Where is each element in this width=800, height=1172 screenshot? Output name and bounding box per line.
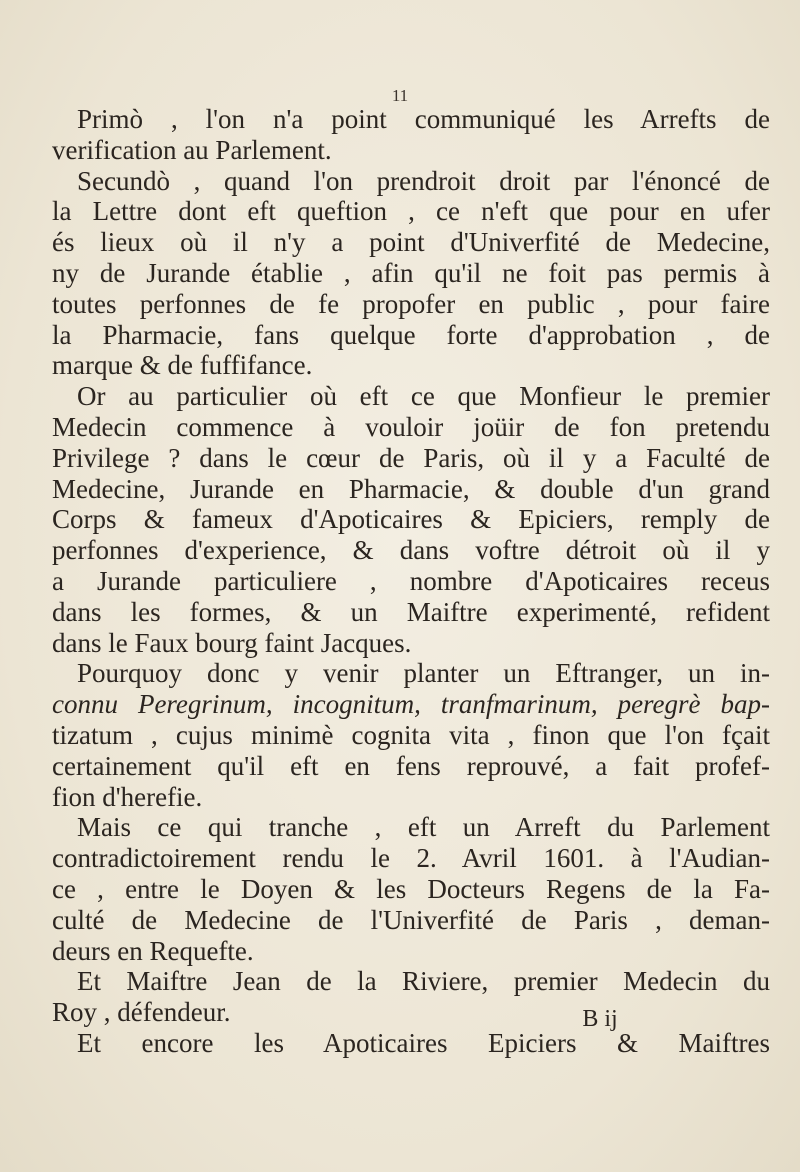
text-line: la Lettre dont eft queftion , ce n'eft que pour en ufer (52, 196, 770, 227)
text-line: tizatum , cujus minimè cognita vita , finon que l'on fçait (52, 719, 770, 750)
text-line: culté de Medecine de l'Univerfité de Paris , deman- (52, 904, 770, 935)
text-line: marque & de fuffifance. (52, 350, 313, 381)
text-line: connu Peregrinum, incognitum, tranfmarinum, peregrè bap- (52, 689, 770, 720)
signature-mark: B ij (582, 1006, 618, 1032)
text-line: dans le Faux bourg faint Jacques. (52, 627, 412, 658)
text-line: toutes perfonnes de fe propofer en public , pour faire (52, 288, 770, 319)
text-line: Mais ce qui tranche , eft un Arreft du Parlement (77, 812, 770, 843)
text-line: perfonnes d'experience, & dans voftre détroit où il y (52, 535, 770, 566)
page-number: 11 (391, 86, 409, 105)
text-line: fion d'herefie. (52, 781, 203, 812)
text-line: Secundò , quand l'on prendroit droit par l'énoncé de (77, 165, 770, 196)
text-line: Et encore les Apoticaires Epiciers & Maiftres (77, 1027, 770, 1058)
text-line: Medecine, Jurande en Pharmacie, & double d'un grand (52, 473, 770, 504)
text-line: Roy , défendeur. (52, 997, 231, 1028)
text-line: Privilege ? dans le cœur de Paris, où il y a Faculté de (52, 442, 770, 473)
text-line: deurs en Requefte. (52, 935, 254, 966)
text-line: ce , entre le Doyen & les Docteurs Regens de la Fa- (52, 873, 770, 904)
text-line: Primò , l'on n'a point communiqué les Arrefts de (77, 104, 770, 134)
text-line: Pourquoy donc y venir planter un Eftranger, un in- (77, 658, 770, 689)
text-line: la Pharmacie, fans quelque forte d'approbation , de (52, 319, 770, 350)
text-line: Medecin commence à vouloir joüir de fon pretendu (52, 411, 770, 442)
text-line: verification au Parlement. (52, 134, 332, 165)
body-text (52, 104, 770, 1059)
text-line: certainement qu'il eft en fens reprouvé, a fait profef- (52, 750, 770, 781)
text-line: contradictoirement rendu le 2. Avril 1601. à l'Audian- (52, 843, 770, 874)
text-line: és lieux où il n'y a point d'Univerfité de Medecine, (52, 227, 770, 258)
text-line: ny de Jurande établie , afin qu'il ne foit pas permis à (52, 257, 770, 288)
text-line: Corps & fameux d'Apoticaires & Epiciers, remply de (52, 504, 770, 535)
text-line: dans les formes, & un Maiftre experimenté, refident (52, 596, 770, 627)
text-line: Et Maiftre Jean de la Riviere, premier Medecin du (77, 966, 770, 997)
text-line: a Jurande particuliere , nombre d'Apoticaires receus (52, 565, 770, 596)
text-line: Or au particulier où eft ce que Monfieur le premier (77, 381, 770, 412)
